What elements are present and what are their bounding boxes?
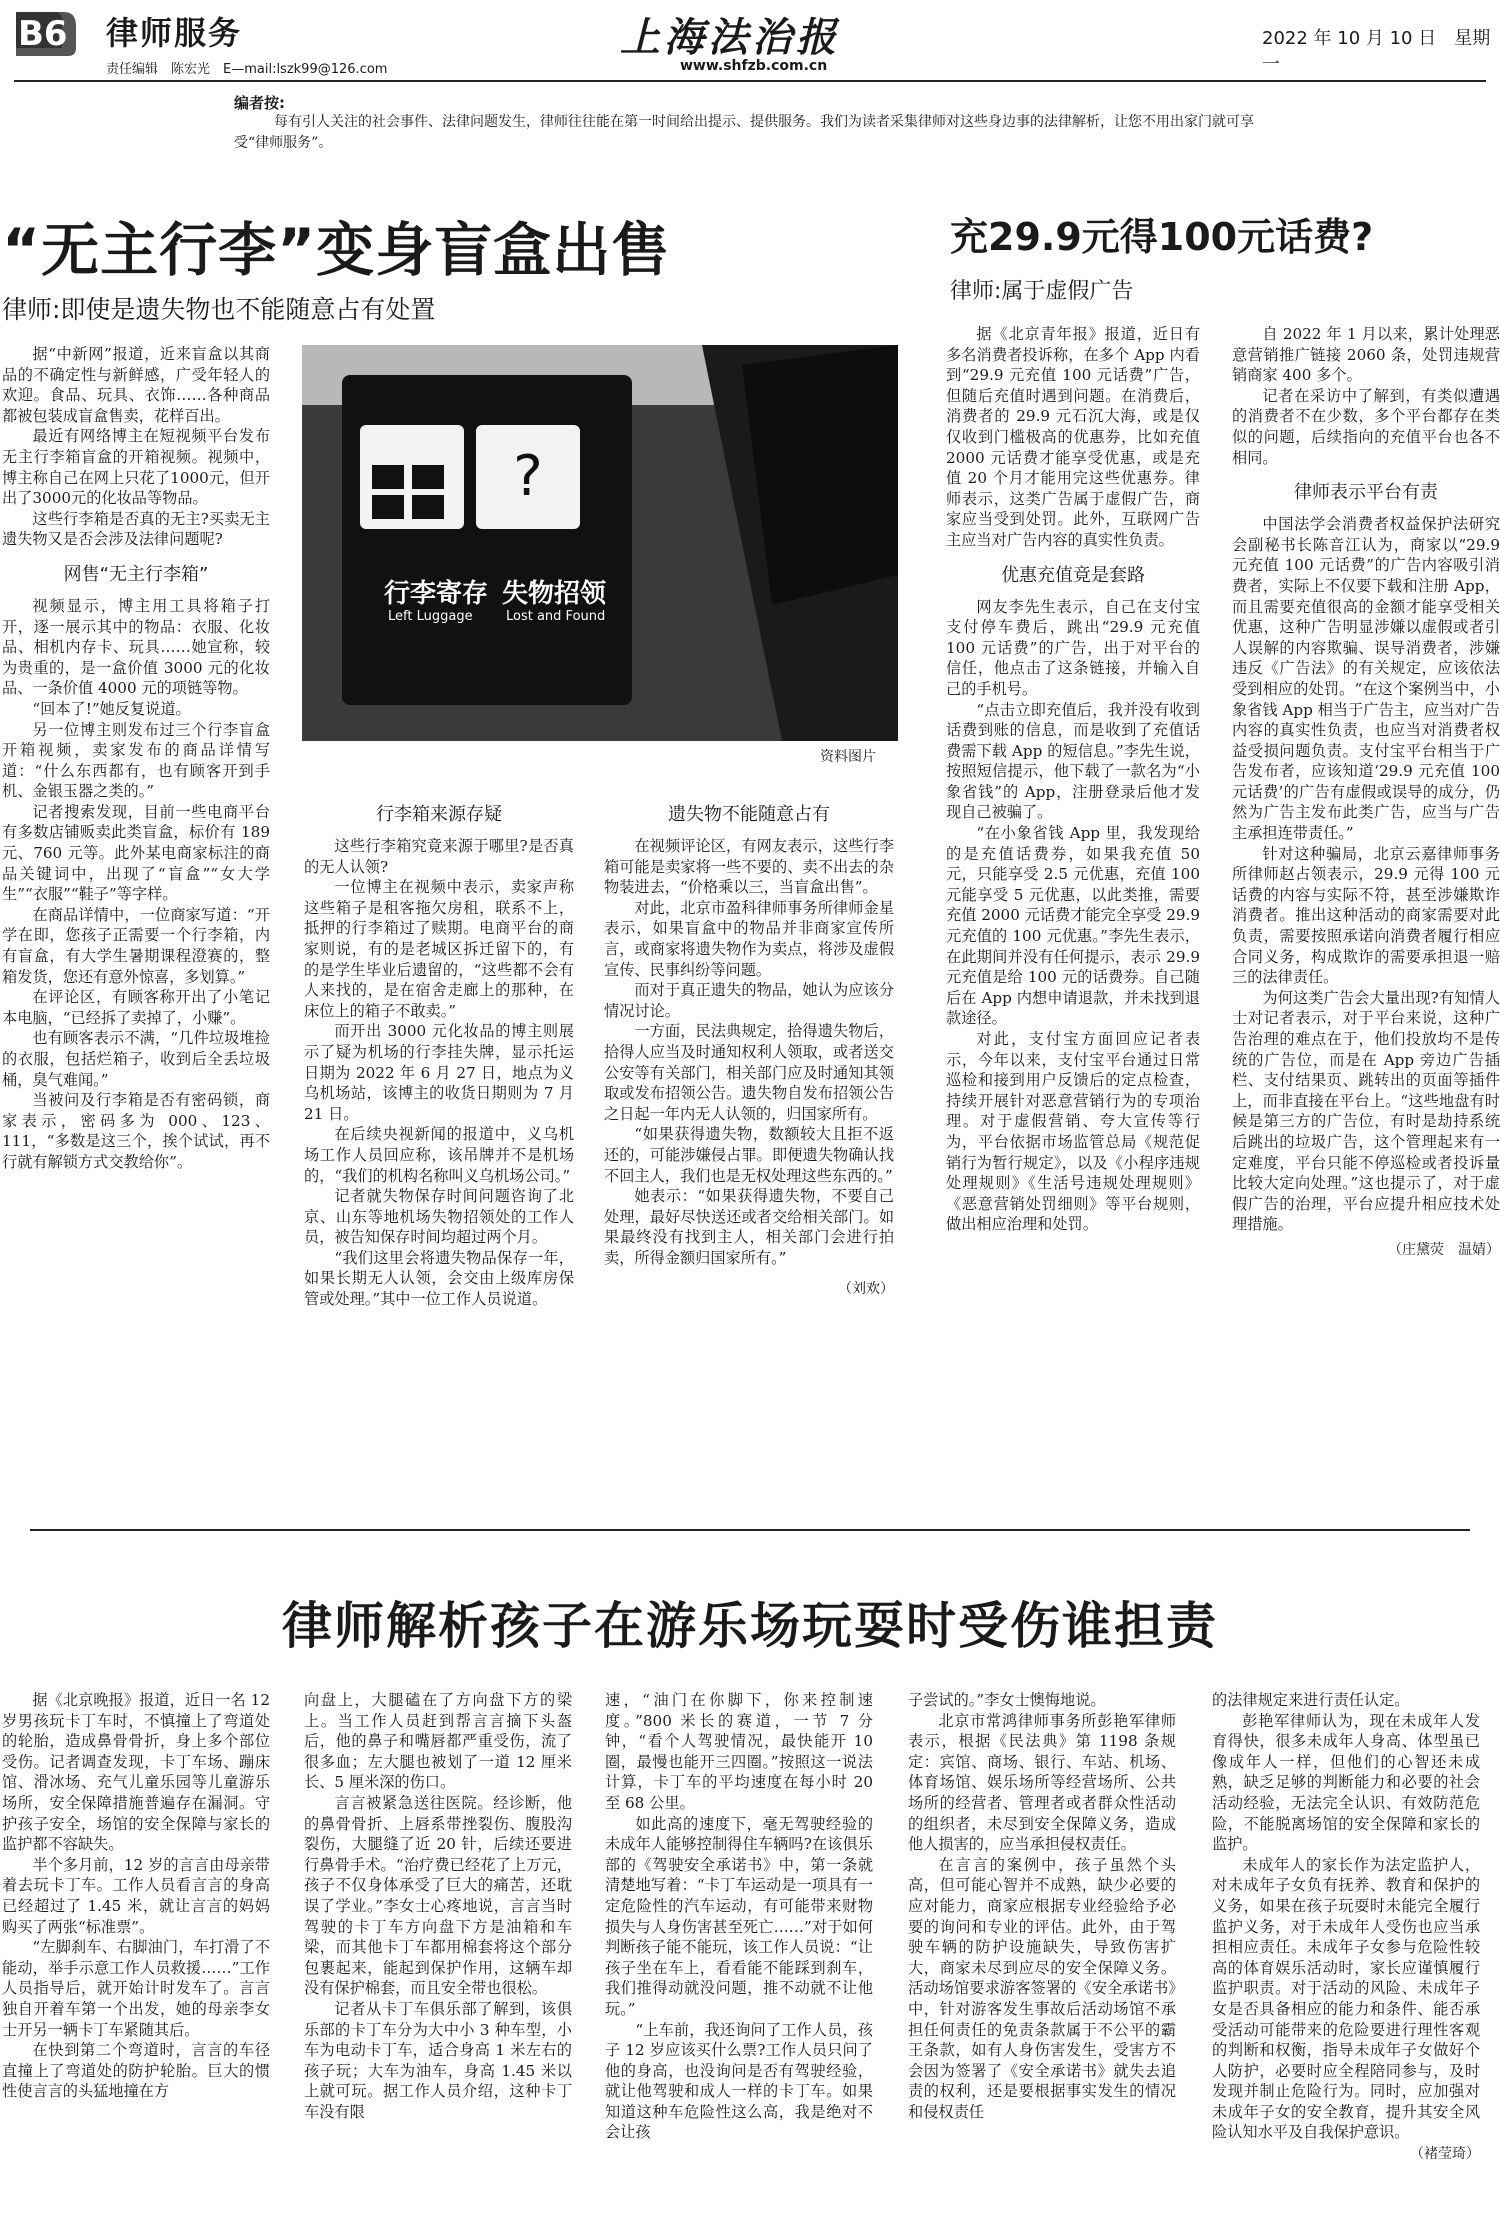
paragraph: 一位博主在视频中表示，卖家声称这些箱子是租客拖欠房租，联系不上，抵押的行李箱过了赎期。电商平台的商家则说，有的是老城区拆迁留下的，有的是学生毕业后遗留的，“这些都不会有人来找的，是在宿舍走廊上的那种，在床位上的箱子不敢卖。” bbox=[304, 878, 574, 1020]
paragraph: 也有顾客表示不满，“几件垃圾堆捡的衣服，包括烂箱子，收到后全丢垃圾桶，臭气难闻。” bbox=[2, 1029, 270, 1089]
paragraph: 子尝试的。”李女士懊悔地说。 bbox=[908, 1691, 1106, 1709]
paragraph: 她表示：“如果获得遗失物，不要自己处理，最好尽快送还或者交给相关部门。如果最终没有找到主人，相关部门会进行拍卖，所得金额归国家所有。” bbox=[604, 1187, 894, 1267]
paragraph: 据《北京青年报》报道，近日有多名消费者投诉称，在多个 App 内看到“29.9 元充值 100 元话费”广告，但随后充值时遇到问题。在消费后，消费者的 29.9 元石沉大海，或是仅仅收到门槛极高的优惠券，比如充值 2000 元话费才能享受优惠，或是充值 20 个月才能用完这些优惠券。律师表示，这类广告属于虚假广告，商家应当受到处罚。此外，互联网广告主应当对广告内容的真实性负责。 bbox=[946, 325, 1200, 549]
sign-lost-found-en: Lost and Found bbox=[506, 609, 606, 624]
paragraph: 为何这类广告会大量出现?有知情人士对记者表示，对于平台来说，这种广告治理的难点在于，他们投放均不是传统的广告位，而是在 App 旁边广告插栏、支付结果页、跳转出的页面等插件上，而非直接在平台上。“这些地盘有时候是第三方的广告位，有时是劫持系统后跳出的垃圾广告，这个管理起来有一定难度，平台只能不停巡检或者投诉量比较大定向处理。”这也提示了，对于虚假广告的治理，平台应提升相应技术处理措施。 bbox=[1232, 988, 1500, 1234]
sign-lost-found-cn: 失物招领 bbox=[502, 579, 607, 609]
article3-col2 bbox=[304, 1690, 572, 2229]
editor-note-label: 编者按: bbox=[234, 94, 285, 112]
paragraph: 在商品详情中，一位商家写道：“开学在即，您孩子正需要一个行李箱，内有盲盒，有大学生暑期课程澄赛的，整箱发货，您还有意外惊喜，多划算。” bbox=[2, 905, 270, 986]
paragraph: 而开出 3000 元化妆品的博主则展示了疑为机场的行李挂失牌，显示托运日期为 2022 年 6 月 27 日，地点为义乌机场站，该博主的收货日期则为 7 月 21 日。 bbox=[304, 1022, 574, 1123]
article1-title: “无主行李”变身盲盒出售 bbox=[2, 216, 671, 284]
website-url: www.shfzb.com.cn bbox=[680, 58, 828, 74]
paragraph: 一方面，民法典规定，拾得遗失物后，拾得人应当及时通知权利人领取，或者送交公安等有关部门，相关部门应及时通知其领取或发布招领公告。遗失物自发布招领公告之日起一年内无人认领的，归国家所有。 bbox=[604, 1022, 894, 1123]
article1-subhead-3: 遗失物不能随意占有 bbox=[668, 804, 830, 825]
article2-title: 充29.9元得100元话费? bbox=[950, 215, 1374, 259]
paragraph: 中国法学会消费者权益保护法研究会副秘书长陈音江认为，商家以“29.9 元充值 100 元话费”的广告内容吸引消费者，实际上不仅要下载和注册 App，而且需要充值很高的金额才能享受相关优惠，这种广告明显涉嫌以虚假或者引人误解的内容欺骗、误导消费者，涉嫌违反《广告法》的有关规定，应该依法受到相应的处罚。“在这个案例当中，小象省钱 App 相当于广告主，应当对广告内容的真实性负责，也应当对消费者权益受损问题负责。支付宝平台相当于广告发布者，应该知道‘29.9 元充值 100 元话费’的广告有虚假或误导的成分，仍然为广告主发布此类广告，应当与广告主承担连带责任。” bbox=[1232, 515, 1500, 843]
article2-col1 bbox=[946, 324, 1200, 1404]
paragraph: 记者就失物保存时间问题咨询了北京、山东等地机场失物招领处的工作人员，被告知保存时间均超过两个月。 bbox=[304, 1187, 574, 1247]
article3-col4 bbox=[908, 1690, 1176, 2229]
paragraph: “上车前，我还询问了工作人员，孩子 12 岁应该买什么票?工作人员只问了他的身高，也没询问是否有驾驶经验，就让他驾驶和成人一样的卡丁车。如果知道这种车危险性这么高，我是绝对不会让孩 bbox=[605, 2020, 873, 2142]
svg-text:?: ? bbox=[513, 444, 543, 509]
masthead: 上海法治报 bbox=[620, 14, 840, 61]
header-rule bbox=[14, 80, 1486, 82]
paragraph: 记者从卡丁车俱乐部了解到，该俱乐部的卡丁车分为大中小 3 种车型，小车为电动卡丁车，适合身高 1 米左右的孩子玩；大车为油车，身高 1.45 米以上就可玩。据工作人员介绍，这种卡丁车没有限 bbox=[304, 1999, 572, 2121]
paragraph: 据《北京晚报》报道，近日一名 12 岁男孩玩卡丁车时，不慎撞上了弯道处的轮胎，造成鼻骨骨折，身上多个部位受伤。记者调查发现，卡丁车场、蹦床馆、滑冰场、充气儿童乐园等儿童游乐场所，安全保障措施普遍存在漏洞。守护孩子安全，场馆的安全保障与家长的监护都不容缺失。 bbox=[2, 1691, 270, 1854]
article1-col3 bbox=[604, 800, 894, 1400]
paragraph: “点击立即充值后，我并没有收到话费到账的信息，而是收到了充值话费需下载 App 的短信息。”李先生说，按照短信提示，他下载了一款名为“小象省钱”的 App，注册登录后他才发现自己被骗了。 bbox=[946, 700, 1200, 822]
article1-subhead-2: 行李箱来源存疑 bbox=[376, 804, 502, 825]
paragraph: 这些行李箱究竟来源于哪里?是否真的无人认领? bbox=[304, 837, 574, 876]
article1-subhead-1: 网售“无主行李箱” bbox=[63, 563, 209, 585]
paragraph: 向盘上，大腿磕在了方向盘下方的梁上。当工作人员赶到帮言言摘下头盔后，他的鼻子和嘴唇都严重受伤，流了很多血；左大腿也被划了一道 12 厘米长、5 厘米深的伤口。 bbox=[304, 1691, 572, 1792]
article3-col5 bbox=[1212, 1690, 1480, 2229]
paragraph: “如果获得遗失物，数额较大且拒不返还的，可能涉嫌侵占罪。即便遗失物确认找不回主人，我们也是无权处理这些东西的。” bbox=[604, 1125, 894, 1185]
page-number-badge bbox=[14, 8, 80, 60]
paragraph: “在小象省钱 App 里，我发现给的是充值话费券，如果我充值 50 元，只能享受 2.5 元优惠，充值 100 元能享受 5 元优惠，以此类推，需要充值 2000 元话费才能完全享受 29.9 元充值的 100 元优惠。”李先生表示，在此期间并没有任何提示，表示 29.9 元充值是给 100 元的话费券。自己随后在 App 内想申请退款，并未找到退款途径。 bbox=[946, 824, 1200, 1028]
paragraph: 在视频评论区，有网友表示，这些行李箱可能是卖家将一些不要的、卖不出去的杂物装进去，“价格乘以三，当盲盒出售”。 bbox=[604, 837, 894, 897]
article1-col1b-paras bbox=[2, 596, 270, 1173]
paragraph: 速，“油门在你脚下，你来控制速度。”800 米长的赛道，一节 7 分钟，“看个人驾驶情况，最快能开 10 圈，最慢也能开三四圈。”按照这一说法计算，卡丁车的平均速度在每小时 20 至 68 公里。 bbox=[605, 1691, 873, 1812]
article3-byline: （褚莹琦） bbox=[1410, 2146, 1480, 2163]
paragraph: 在后续央视新闻的报道中，义乌机场工作人员回应称，该吊牌并不是机场的，“我们的机构名称叫义乌机场公司。” bbox=[304, 1125, 574, 1185]
article1-col2 bbox=[304, 800, 574, 1400]
article3-col3 bbox=[605, 1690, 873, 2229]
paragraph: 北京市常鸿律师事务所彭艳军律师表示，根据《民法典》第 1198 条规定：宾馆、商场、银行、车站、机场、体育场馆、娱乐场所等经营场所、公共场所的经营者、管理者或者群众性活动的组织者，未尽到安全保障义务，造成他人损害的，应当承担侵权责任。 bbox=[908, 1711, 1176, 1854]
article2-subhead-2: 律师表示平台有责 bbox=[1294, 482, 1438, 504]
paragraph: 半个多月前，12 岁的言言由母亲带着去玩卡丁车。工作人员看言言的身高已经超过了 1.45 米，就让言言的妈妈购买了两张“标准票”。 bbox=[2, 1855, 270, 1936]
article2-col2 bbox=[1232, 324, 1500, 1404]
paragraph: 据“中新网”报道，近来盲盒以其商品的不确定性与新鲜感，广受年轻人的欢迎。食品、玩具、衣饰……各种商品都被包装成盲盒售卖，花样百出。 bbox=[2, 345, 270, 425]
paragraph: “左脚刹车、右脚油门，车打滑了不能动，举手示意工作人员救援……”工作人员指导后，就开始计时发车了。言言独自开着车第一个出发，她的母亲李女士开另一辆卡丁车紧随其后。 bbox=[2, 1938, 270, 2039]
paragraph: 的法律规定来进行责任认定。 bbox=[1212, 1691, 1410, 1709]
section-title: 律师服务 bbox=[106, 14, 243, 52]
article1-col1 bbox=[2, 344, 270, 1384]
paragraph: 如此高的速度下，毫无驾驶经验的未成年人能够控制得住车辆吗?在该俱乐部的《驾驶安全承诺书》中，第一条就清楚地写着：“卡丁车运动是一项具有一定危险性的汽车运动，有可能带来财物损失与人身伤害甚至死亡……”对于如何判断孩子能不能玩，该工作人员说：“让孩子坐在车上，看看能不能踩到刹车，我们推得动就没问题，推不动就不让他玩。” bbox=[605, 1814, 873, 2018]
article1-byline: （刘欢） bbox=[838, 1281, 894, 1298]
paragraph: 最近有网络博主在短视频平台发布无主行李箱盲盒的开箱视频。视频中，博主称自己在网上只花了1000元，但开出了3000元的化妆品等物品。 bbox=[2, 427, 270, 508]
paragraph: 彭艳军律师认为，现在未成年人发育得快，很多未成年人身高、体型虽已像成年人一样，但他们的心智还未成熟，缺乏足够的判断能力和必要的社会活动经验，无法完全认识、有效防范危险，不能脱离场馆的安全保障和家长的监护。 bbox=[1212, 1711, 1480, 1854]
article3-col1 bbox=[2, 1690, 270, 2229]
article3-title: 律师解析孩子在游乐场玩耍时受伤谁担责 bbox=[282, 1597, 1218, 1655]
paragraph: 视频显示，博主用工具将箱子打开，逐一展示其中的物品：衣服、化妆品、相机内存卡、玩具……她宣称，较为贵重的，是一盒价值 3000 元的化妆品、一条价值 4000 元的项链等物。 bbox=[2, 596, 270, 698]
photo-caption: 资料图片 bbox=[820, 749, 876, 765]
editor-note-text: 每有引人关注的社会事件、法律问题发生，律师往往能在第一时间给出提示、提供服务。我们为读者采集律师对这些身边事的法律解析，让您不用出家门就可享受“律师服务”。 bbox=[234, 114, 1254, 151]
paragraph: 在评论区，有顾客称开出了小笔记本电脑，“已经拆了卖掉了，小赚”。 bbox=[2, 988, 270, 1027]
paragraph: 对此，北京市盈科律师事务所律师金星表示，如果盲盒中的物品并非商家宣传所言，或商家将遗失物作为卖点，将涉及虚假宣传、民事纠纷等问题。 bbox=[604, 898, 894, 979]
paragraph: 在言言的案例中，孩子虽然个头高，但可能心智并不成熟，缺少必要的应对能力，商家应根据专业经验给予必要的询问和专业的评估。此外，由于驾驶车辆的防护设施缺失，导致伤害扩大，商家未尽到应尽的安全保障义务。活动场馆要求游客签署的《安全承诺书》中，针对游客发生事故后活动场馆不承担任何责任的免责条款属于不公平的霸王条款，如有人身伤害发生，受害方不会因为签署了《安全承诺书》就失去追责的权利，还是要根据事实发生的情况和侵权责任 bbox=[908, 1855, 1176, 2121]
article2-subtitle: 律师:属于虚假广告 bbox=[950, 279, 1134, 304]
paragraph: 另一位博主则发布过三个行李盲盒开箱视频，卖家发布的商品详情写道：“什么东西都有，也有顾客开到手机、金银玉器之类的。” bbox=[2, 720, 270, 801]
paragraph: 这些行李箱是否真的无主?买卖无主遗失物又是否会涉及法律问题呢? bbox=[2, 509, 270, 549]
paragraph: 言言被紧急送往医院。经诊断，他的鼻骨骨折、上唇系带挫裂伤、腹股沟裂伤，大腿缝了近 20 针，后续还要进行鼻骨手术。“治疗费已经花了上万元，孩子不仅身体承受了巨大的痛苦，还耽误了学业。”李女士心疼地说，言言当时驾驶的卡丁车方向盘下方是油箱和车梁，而其他卡丁车都用棉套将这个部分包裹起来，能起到保护作用，这辆车却没有保护棉套，而且安全带也很松。 bbox=[304, 1793, 572, 1998]
article2-byline: （庄黛荧 温婧） bbox=[1388, 1241, 1500, 1258]
section-divider bbox=[30, 1529, 1470, 1531]
paragraph: 而对于真正遗失的物品，她认为应该分情况讨论。 bbox=[604, 981, 894, 1020]
paragraph: “回本了!”她反复说道。 bbox=[32, 699, 191, 718]
editor-line: 责任编辑 陈宏光 E—mail:lszk99@126.com bbox=[106, 62, 388, 77]
paragraph: 未成年人的家长作为法定监护人，对未成年子女负有抚养、教育和保护的义务，如果在孩子玩耍时未能完全履行监护义务，对于未成年人受伤也应当承担相应责任。未成年子女参与危险性较高的体育娱乐活动时，家长应谨慎履行监护职责。对于活动的风险、未成年子女是否具备相应的能力和条件、能否承受活动可能带来的危险要进行理性客观的判断和权衡，指导未成年子女做好个人防护，必要时应全程陪同参与，及时发现并制止危险行为。同时，应加强对未成年子女的安全教育，提升其安全风险认知水平及自我保护意识。 bbox=[1212, 1855, 1480, 2142]
page-number: B6 bbox=[18, 14, 68, 54]
paragraph: 对此，支付宝方面回应记者表示，今年以来，支付宝平台通过日常巡检和接到用户反馈后的定点检查，持续开展针对恶意营销行为的专项治理。对于虚假营销、夸大宣传等行为，平台依据市场监管总局《规范促销行为暂行规定》，以及《小程序违规处理规则》《生活号违规处理规则》《恶意营销处罚细则》等平台规则，做出相应治理和处罚。 bbox=[946, 1030, 1200, 1234]
paragraph: 记者搜索发现，目前一些电商平台有多数店铺贩卖此类盲盒，标价有 189 元、760 元等。此外某电商家标注的商品关键词中，出现了“盲盒”“女大学生”“衣服”“鞋子”等字样。 bbox=[2, 802, 270, 904]
luggage-sign-photo bbox=[302, 345, 898, 741]
sign-left-luggage-cn: 行李寄存 bbox=[384, 579, 489, 609]
article1-photo bbox=[302, 345, 898, 741]
article1-subtitle: 律师:即使是遗失物也不能随意占有处置 bbox=[2, 295, 436, 324]
paragraph: 自 2022 年 1 月以来，累计处理恶意营销推广链接 2060 条，处罚违规营销商家 400 多个。 bbox=[1232, 325, 1500, 385]
paragraph: 在快到第二个弯道时，言言的车径直撞上了弯道处的防护轮胎。巨大的惯性使言言的头猛地撞在方 bbox=[2, 2041, 270, 2101]
paragraph: 针对这种骗局，北京云嘉律师事务所律师赵占领表示，29.9 元得 100 元话费的内容与实际不符，甚至涉嫌欺诈消费者。推出这种活动的商家需要对此负责，需要按照承诺向消费者履行相应合同义务，构成欺诈的需要承担退一赔三的法律责任。 bbox=[1232, 844, 1500, 987]
paragraph: 网友李先生表示，自己在支付宝支付停车费后，跳出“29.9 元充值 100 元话费”的广告，出于对平台的信任，他点击了这条链接，并输入自己的手机号。 bbox=[946, 597, 1200, 698]
paragraph: “我们这里会将遗失物品保存一年，如果长期无人认领，会交由上级库房保管或处理。”其中一位工作人员说道。 bbox=[304, 1248, 574, 1309]
paragraph: 当被问及行李箱是否有密码锁，商家表示，密码多为 000、123、111，“多数是这三个，挨个试试，再不行就有解锁方式交教给你”。 bbox=[2, 1091, 270, 1171]
sign-left-luggage-en: Left Luggage bbox=[388, 609, 473, 624]
issue-date: 2022 年 10 月 10 日 星期一 bbox=[1262, 28, 1491, 75]
paragraph: 记者在采访中了解到，有类似遭遇的消费者不在少数，多个平台都存在类似的问题，后续指向的充值平台也各不相同。 bbox=[1232, 386, 1500, 467]
article2-subhead-1: 优惠充值竟是套路 bbox=[1001, 564, 1145, 586]
article1-col1-paras bbox=[2, 344, 270, 550]
